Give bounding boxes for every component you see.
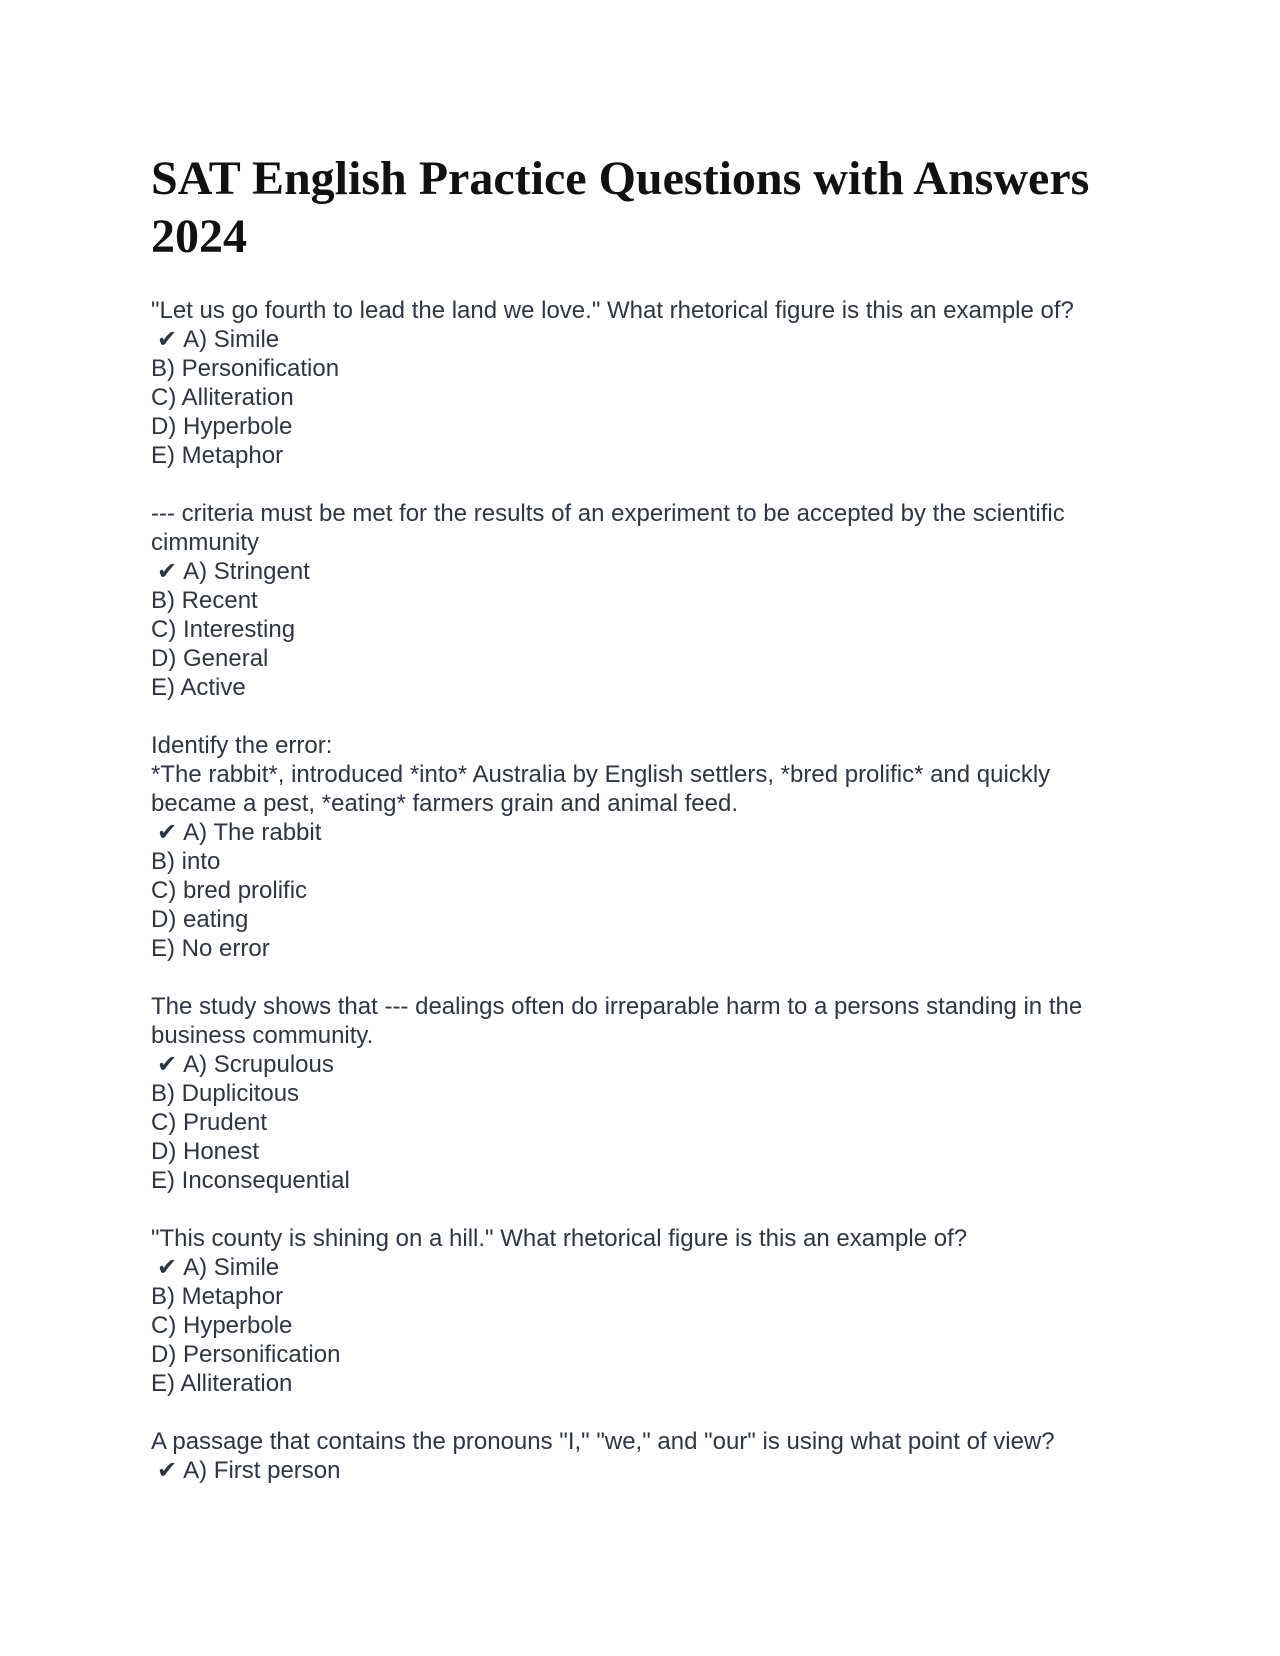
question-prompt: A passage that contains the pronouns "I," "we," and "our" is using what point of view? [151, 1428, 1055, 1455]
correct-answer [151, 1253, 1131, 1282]
answer-option: C) bred prolific [151, 877, 308, 904]
question-prompt: "Let us go fourth to lead the land we love." What rhetorical figure is this an example of? [151, 297, 1074, 324]
answer-option: E) Alliteration [151, 1370, 293, 1397]
correct-answer [151, 557, 1131, 586]
checkmark-icon: ✔ [157, 1051, 178, 1078]
answer-option: A) First person [183, 1457, 341, 1484]
answer-option: D) eating [151, 906, 249, 933]
correct-answer [151, 1456, 1131, 1485]
answer-option: C) Hyperbole [151, 1312, 293, 1339]
checkmark-icon: ✔ [157, 819, 178, 846]
correct-answer [151, 1050, 1131, 1079]
answer-option: C) Alliteration [151, 384, 294, 411]
answer-option: A) Scrupulous [183, 1051, 334, 1078]
checkmark-icon: ✔ [157, 558, 178, 585]
question-prompt: "This county is shining on a hill." What rhetorical figure is this an example of? [151, 1225, 968, 1252]
answer-option: A) The rabbit [183, 819, 322, 846]
document-title: SAT English Practice Questions with Answers 2024 [151, 152, 1090, 263]
checkmark-icon: ✔ [157, 326, 178, 353]
checkmark-icon: ✔ [157, 1254, 178, 1281]
answer-option: A) Stringent [183, 558, 310, 585]
answer-option: D) Honest [151, 1138, 260, 1165]
answer-option: D) General [151, 645, 269, 672]
answer-option: B) Duplicitous [151, 1080, 300, 1107]
question-prompt: The study shows that --- dealings often do irreparable harm to a persons standing in the business community. [151, 993, 1089, 1049]
answer-option: C) Interesting [151, 616, 296, 643]
question-prompt: Identify the error: [151, 732, 333, 759]
answer-option: E) No error [151, 935, 270, 962]
answer-option: A) Simile [183, 1254, 280, 1281]
answer-option: B) Metaphor [151, 1283, 284, 1310]
question-prompt: --- criteria must be met for the results of an experiment to be accepted by the scientific cimmunity [151, 500, 1072, 556]
question-block [151, 731, 1131, 963]
answer-option: C) Prudent [151, 1109, 268, 1136]
answer-option: B) Personification [151, 355, 340, 382]
answer-option: B) Recent [151, 587, 258, 614]
question-list [151, 296, 1131, 1485]
answer-option: E) Active [151, 674, 246, 701]
answer-option: A) Simile [183, 326, 280, 353]
question-block [151, 1427, 1131, 1485]
question-block [151, 499, 1131, 702]
answer-option: D) Personification [151, 1341, 341, 1368]
question-block [151, 1224, 1131, 1398]
answer-option: D) Hyperbole [151, 413, 293, 440]
answer-option: E) Metaphor [151, 442, 284, 469]
correct-answer [151, 818, 1131, 847]
answer-option: B) into [151, 848, 221, 875]
question-block [151, 296, 1131, 470]
correct-answer [151, 325, 1131, 354]
document-page [151, 150, 1131, 1514]
checkmark-icon: ✔ [157, 1457, 178, 1484]
answer-option: E) Inconsequential [151, 1167, 350, 1194]
question-block [151, 992, 1131, 1195]
question-prompt-sentence: *The rabbit*, introduced *into* Australia by English settlers, *bred prolific* and quickly became a pest, *eating* farmers grain and animal feed. [151, 761, 1057, 817]
